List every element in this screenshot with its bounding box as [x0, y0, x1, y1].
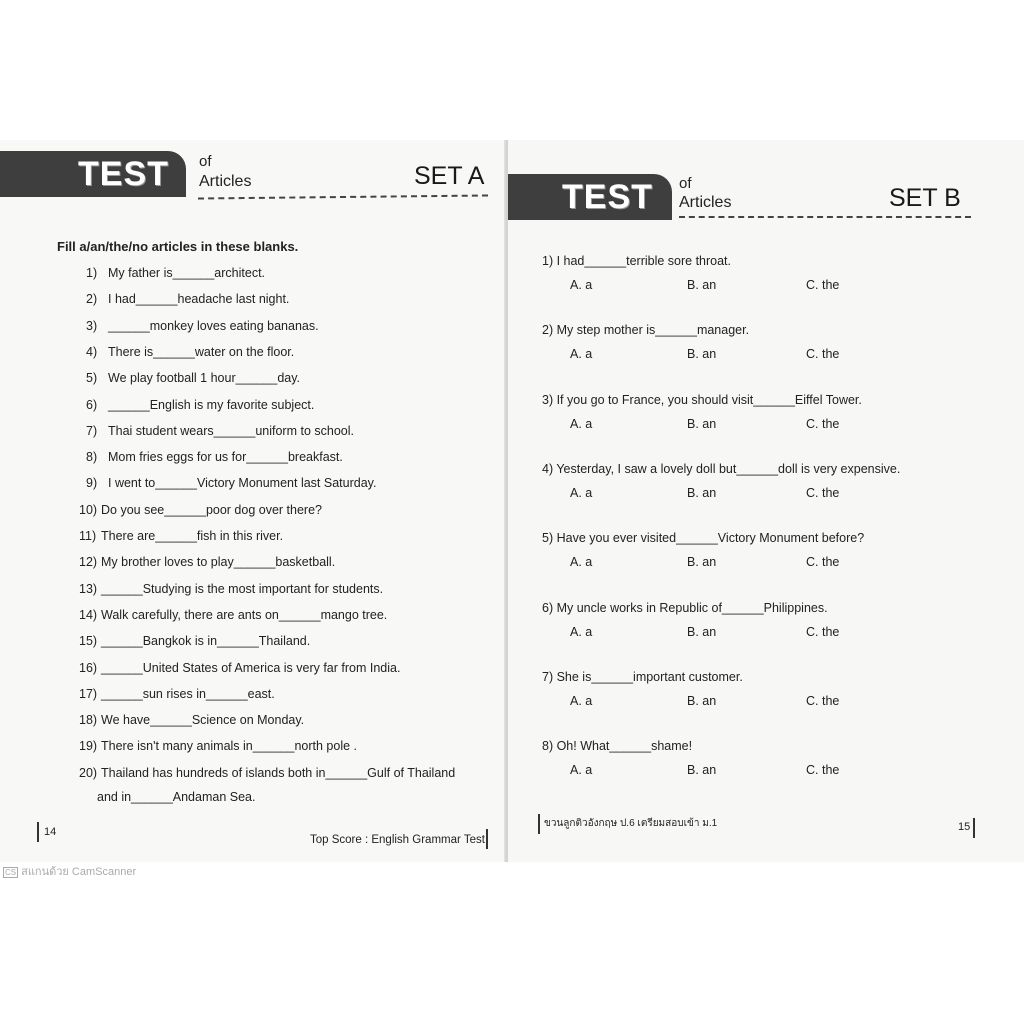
question-row	[86, 371, 300, 385]
question-row	[79, 555, 335, 569]
question-row	[79, 582, 383, 596]
question-number: 4)	[86, 344, 98, 359]
page-number-left: 14	[44, 826, 57, 838]
question-20-continuation: and in______Andaman Sea.	[97, 790, 256, 804]
question-text: We have______Science on Monday.	[101, 713, 305, 728]
option-b: B. an	[687, 347, 717, 362]
question-row	[86, 292, 289, 306]
instruction-text: Fill a/an/the/no articles in these blanks.	[57, 239, 299, 254]
page-marker-bar-left	[37, 822, 39, 842]
mc-question: 8) Oh! What______shame!	[542, 739, 693, 754]
option-c: C. the	[806, 555, 840, 570]
question-number: 1)	[86, 266, 98, 280]
question-row	[86, 319, 319, 333]
question-text: ______English is my favorite subject.	[108, 397, 315, 412]
question-number: 16)	[79, 660, 98, 675]
of-label-right: of	[679, 175, 692, 192]
page-marker-bar-right	[973, 818, 975, 838]
question-text: Thailand has hundreds of islands both in______Gulf of Thailand	[101, 765, 456, 780]
set-label-right: SET B	[889, 184, 961, 212]
page-number-right: 15	[958, 821, 971, 833]
of-label-left: of	[199, 153, 212, 170]
footer-title-right: ขวนลูกติวอังกฤษ ป.6 เตรียมสอบเข้า ม.1	[544, 818, 718, 829]
footer-title-left: Top Score : English Grammar Test	[310, 834, 485, 846]
question-text: I went to______Victory Monument last Saturday.	[108, 476, 377, 491]
option-c: C. the	[806, 416, 840, 431]
banner-title-left: TEST	[78, 155, 169, 193]
mc-question: 2) My step mother is______manager.	[542, 323, 750, 338]
option-a: A. a	[570, 693, 593, 708]
question-row	[79, 661, 400, 675]
question-text: Do you see______poor dog over there?	[101, 502, 322, 517]
scanner-watermark-text: สแกนด้วย CamScanner	[21, 866, 137, 878]
mc-question: 6) My uncle works in Republic of______Philippines.	[542, 600, 828, 615]
mc-question: 7) She is______important customer.	[542, 669, 743, 684]
question-row	[79, 687, 275, 701]
question-row	[79, 739, 357, 753]
question-number: 14)	[79, 607, 98, 622]
option-b: B. an	[687, 416, 717, 431]
option-c: C. the	[806, 624, 840, 639]
option-a: A. a	[570, 416, 593, 431]
option-b: B. an	[687, 278, 717, 292]
scanner-watermark	[3, 862, 136, 880]
option-c: C. the	[806, 347, 840, 362]
page-marker-bar-left-end	[486, 829, 488, 849]
question-row	[79, 503, 322, 517]
mc-question: 3) If you go to France, you should visit______Eiffel Tower.	[542, 392, 862, 407]
question-row	[79, 713, 304, 727]
question-number: 12)	[79, 555, 98, 570]
question-number: 20)	[79, 765, 98, 780]
question-number: 7)	[86, 423, 98, 438]
question-number: 13)	[79, 581, 98, 596]
question-text: Walk carefully, there are ants on______mango tree.	[101, 607, 388, 622]
option-c: C. the	[806, 763, 840, 778]
question-number: 18)	[79, 713, 98, 728]
option-c: C. the	[806, 693, 840, 708]
articles-label-right: Articles	[679, 194, 732, 211]
question-text: ______Bangkok is in______Thailand.	[101, 634, 311, 649]
option-b: B. an	[687, 485, 717, 500]
book-spread	[0, 140, 1024, 862]
question-text: My brother loves to play______basketball.	[101, 555, 336, 570]
mc-question: 1) I had______terrible sore throat.	[542, 254, 732, 268]
question-row	[79, 766, 455, 780]
question-row	[86, 476, 376, 490]
option-c: C. the	[806, 485, 840, 500]
question-number: 2)	[86, 292, 98, 307]
option-a: A. a	[570, 555, 593, 570]
question-number: 9)	[86, 476, 98, 491]
question-text: ______Studying is the most important for students.	[101, 581, 384, 596]
option-b: B. an	[687, 555, 717, 570]
question-row	[86, 450, 343, 464]
option-a: A. a	[570, 624, 593, 639]
option-b: B. an	[687, 624, 717, 639]
mc-question: 4) Yesterday, I saw a lovely doll but______doll is very expensive.	[542, 461, 901, 476]
question-text: Thai student wears______uniform to school.	[108, 423, 354, 438]
question-text: We play football 1 hour______day.	[108, 371, 301, 386]
question-text: There is______water on the floor.	[108, 344, 295, 359]
left-page	[0, 140, 506, 862]
question-row	[79, 529, 283, 543]
question-row	[86, 424, 354, 438]
option-a: A. a	[570, 347, 593, 362]
question-row	[86, 266, 265, 280]
question-number: 5)	[86, 371, 98, 386]
option-a: A. a	[570, 763, 593, 778]
question-text: There are______fish in this river.	[101, 529, 284, 543]
question-text: ______sun rises in______east.	[101, 686, 275, 701]
question-text: ______monkey loves eating bananas.	[108, 318, 319, 333]
question-row	[86, 345, 294, 359]
question-number: 8)	[86, 450, 98, 465]
question-number: 10)	[79, 502, 98, 517]
banner-title-right: TEST	[562, 178, 653, 216]
option-b: B. an	[687, 763, 717, 778]
header-dashed-line-left	[198, 194, 488, 199]
question-text: ______United States of America is very far from India.	[101, 660, 401, 675]
question-row	[86, 398, 314, 412]
question-text: My father is______architect.	[108, 266, 266, 280]
question-number: 17)	[79, 686, 98, 701]
option-a: A. a	[570, 278, 593, 292]
question-text: Mom fries eggs for us for______breakfast.	[108, 450, 343, 465]
question-row	[79, 608, 387, 622]
option-c: C. the	[806, 278, 840, 292]
question-number: 6)	[86, 397, 98, 412]
question-row	[79, 634, 310, 648]
header-dashed-line-right	[679, 216, 971, 218]
question-number: 3)	[86, 318, 98, 333]
mc-question: 5) Have you ever visited______Victory Monument before?	[542, 531, 865, 546]
camscanner-icon: CS	[5, 868, 17, 877]
option-a: A. a	[570, 485, 593, 500]
question-text: There isn't many animals in______north pole .	[101, 739, 358, 754]
right-page	[508, 140, 1024, 862]
set-label-left: SET A	[414, 162, 485, 190]
option-b: B. an	[687, 693, 717, 708]
articles-label-left: Articles	[199, 173, 252, 190]
question-text: I had______headache last night.	[108, 292, 290, 307]
question-number: 19)	[79, 739, 98, 754]
page-marker-bar-right-start	[538, 814, 540, 834]
question-number: 15)	[79, 634, 98, 649]
question-number: 11)	[79, 529, 97, 543]
